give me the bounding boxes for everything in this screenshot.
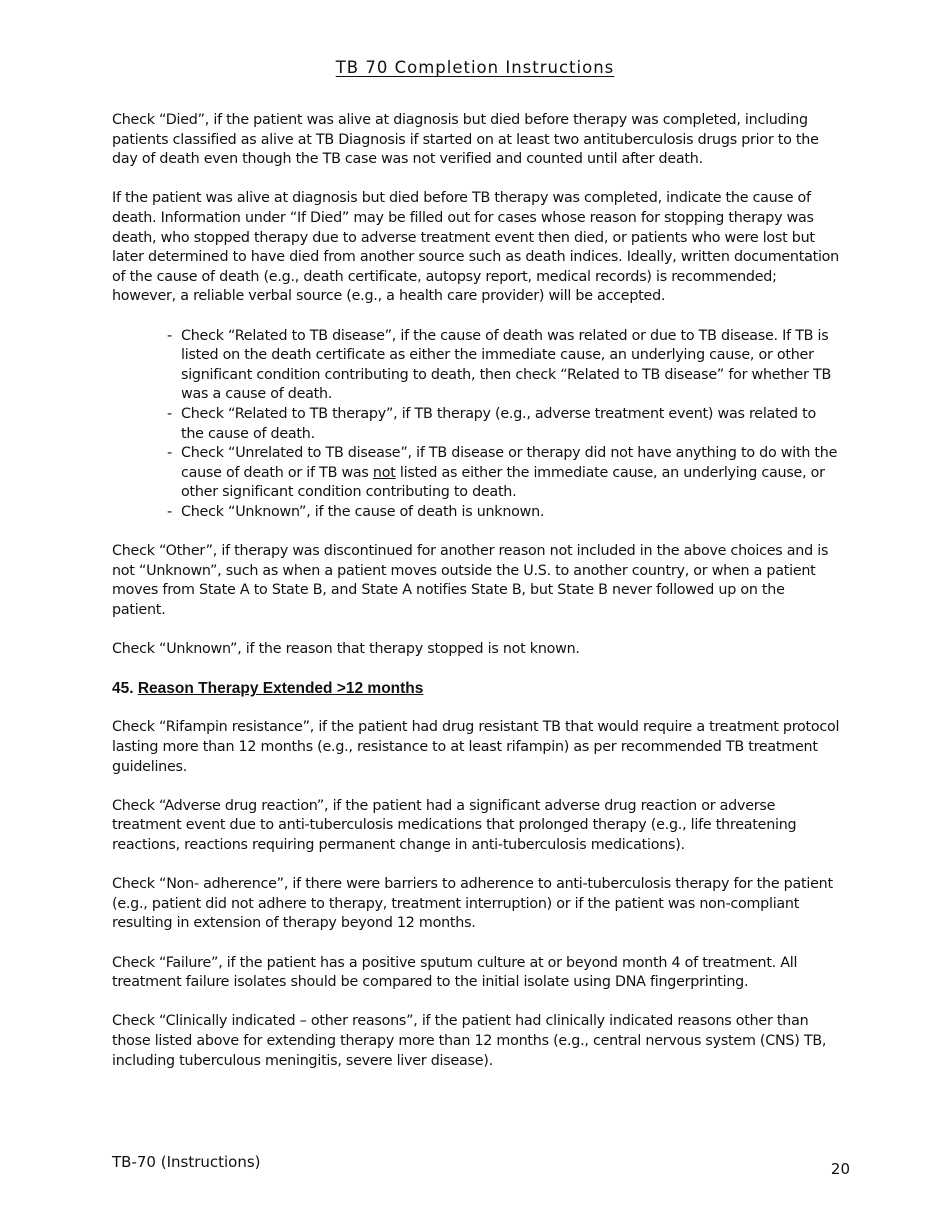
list-item: - Check “Unknown”, if the cause of death is unknown. (181, 503, 840, 523)
list-item: - Check “Related to TB therapy”, if TB therapy (e.g., adverse treatment event) was related to the cause of death. (167, 405, 816, 442)
document-body (112, 111, 840, 1091)
paragraph-rifampin: Check “Rifampin resistance”, if the patient had drug resistant TB that would require a treatment protocol lasting more than 12 months (e.g., resistance to at least rifampin) as per recommended TB treatment guidelines. (112, 719, 840, 775)
paragraph-non-adherence: Check “Non- adherence”, if there were barriers to adherence to anti-tuberculosis therapy for the patient (e.g., patient did not adhere to therapy, treatment interruption) or if the patient was non-compliant resulting in extension of therapy beyond 12 months. (112, 876, 833, 932)
option-term: Failure (165, 954, 212, 971)
page-number: 20 (830, 1160, 850, 1178)
option-term: Related to TB therapy (234, 405, 386, 422)
list-item: - Check “Related to TB disease”, if the cause of death was related or due to TB disease. If TB is listed on the death certificate as either the immediate cause, an underlying cause, or other significant condition contributing to death, then check “Related to TB disease” for whether TB was a cause of death. (167, 327, 832, 403)
paragraph-adverse-reaction: Check “Adverse drug reaction”, if the patient had a significant adverse drug reaction or adverse treatment event due to anti-tuberculosis medications that prolonged therapy (e.g., life threatening reactions, reactions requiring permanent change in anti-tuberculosis medications). (112, 797, 797, 853)
dash: - (167, 503, 172, 520)
option-term: Rifampin resistance (165, 719, 303, 736)
option-term: Died (165, 112, 198, 128)
option-term: Unknown (235, 503, 300, 520)
option-term: If Died (297, 209, 342, 226)
paragraph-failure: Check “Failure”, if the patient has a positive sputum culture at or beyond month 4 of treatment. All treatment failure isolates should be compared to the initial isolate using DNA fingerprinting. (112, 954, 798, 991)
option-term: Related to TB disease (234, 327, 385, 344)
option-term: Unknown (166, 641, 231, 658)
footer-form-label: TB-70 (Instructions) (112, 1153, 261, 1171)
page-title: TB 70 Completion Instructions (335, 58, 615, 77)
list-item: - Check “Unrelated to TB disease”, if TB disease or therapy did not have anything to do with the cause of death or if TB was not listed as either the immediate cause, an underlying cause, or other significant condition contributing to death. (167, 445, 838, 501)
option-term: Non- adherence (166, 876, 277, 893)
option-term: Clinically indicated – other reasons (165, 1013, 407, 1030)
section-heading-text: Reason Therapy Extended >12 months (137, 680, 424, 698)
option-term: Unrelated to TB disease (235, 445, 401, 462)
option-term: Other (165, 543, 206, 560)
paragraph-cause-of-death: If the patient was alive at diagnosis but died before TB therapy was completed, indicate the cause of death. Information under “If Died” may be filled out for cases whose reason for stopping therapy was death, who stopped therapy due to adverse treatment event then died, or patients who were lost but later determined to have died from another source such as death indices. Ideally, written documentation of the cause of death (e.g., death certificate, autopsy report, medical records) is recommended; however, a reliable verbal source (e.g., a health care provider) will be accepted. (112, 190, 839, 305)
paragraph-other: Check “Other”, if therapy was discontinued for another reason not included in the above choices and is not “Unknown”, such as when a patient moves outside the U.S. to another country, or when a patient moves from State A to State B, and State A notifies State B, but State B never followed up on the patient. (112, 543, 829, 618)
section-heading (112, 679, 840, 699)
underlined-not: not (372, 464, 396, 481)
dash: - (167, 327, 172, 344)
dash: - (167, 445, 172, 462)
paragraph-unknown: Check “Unknown”, if the reason that therapy stopped is not known. (112, 641, 580, 658)
cause-of-death-list (112, 327, 840, 523)
paragraph-died: Check “Died”, if the patient was alive at diagnosis but died before therapy was completed, including patients classified as alive at TB Diagnosis if started on at least two antituberculosis drugs prior to the day of death even though the TB case was not verified and counted until after death. (112, 112, 819, 168)
option-term: Adverse drug reaction (164, 797, 317, 814)
section-number: 45. (112, 680, 138, 698)
dash: - (167, 405, 172, 422)
paragraph-clinically-indicated: Check “Clinically indicated – other reasons”, if the patient had clinically indicated reasons other than those listed above for extending therapy more than 12 months (e.g., central nervous system (CNS) TB, including tuberculous meningitis, severe liver disease). (112, 1013, 827, 1069)
